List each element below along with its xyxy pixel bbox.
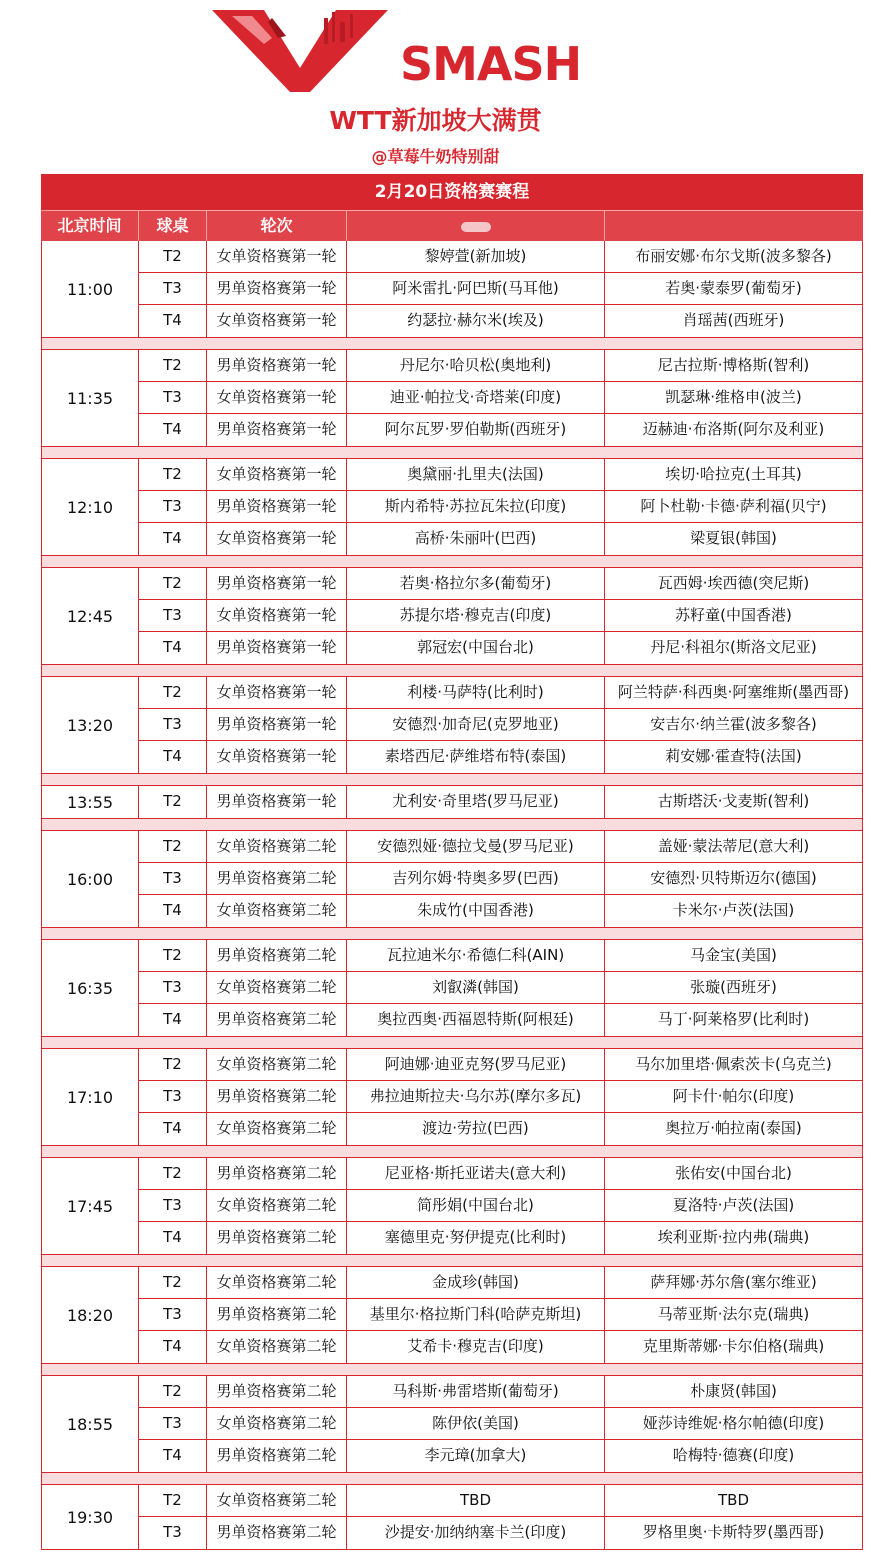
match-row xyxy=(139,863,862,895)
match-row xyxy=(139,972,862,1004)
table-number: T3 xyxy=(139,1408,207,1439)
match-row xyxy=(139,831,862,863)
author-handle: @草莓牛奶特别甜 xyxy=(371,147,500,166)
slot-time: 18:20 xyxy=(42,1267,139,1363)
time-slot-group xyxy=(41,1267,863,1364)
player-b: 苏籽童(中国香港) xyxy=(675,606,792,624)
group-separator xyxy=(41,665,863,677)
player-a: 沙提安·加纳纳塞卡兰(印度) xyxy=(347,1517,605,1549)
slot-time: 16:00 xyxy=(42,831,139,927)
header xyxy=(0,0,871,173)
player-b: 马蒂亚斯·法尔克(瑞典) xyxy=(657,1305,810,1323)
match-row xyxy=(139,741,862,773)
player-a: 安德烈娅·德拉戈曼(罗马尼亚) xyxy=(347,831,605,862)
table-number: T2 xyxy=(139,1267,207,1298)
match-round: 女单资格赛第一轮 xyxy=(207,677,347,708)
player-a: 尼亚格·斯托亚诺夫(意大利) xyxy=(347,1158,605,1189)
match-row xyxy=(139,459,862,491)
match-round: 女单资格赛第一轮 xyxy=(207,741,347,773)
table-number: T2 xyxy=(139,1485,207,1516)
table-number: T3 xyxy=(139,600,207,631)
slot-time: 11:00 xyxy=(42,241,139,337)
match-round: 女单资格赛第二轮 xyxy=(207,972,347,1003)
match-row xyxy=(139,677,862,709)
match-round: 女单资格赛第一轮 xyxy=(207,241,347,272)
time-slot-group xyxy=(41,459,863,556)
player-b: 马丁·阿莱格罗(比利时) xyxy=(657,1010,810,1028)
smash-wordmark: SMASH xyxy=(400,37,582,91)
player-b: 埃切·哈拉克(土耳其) xyxy=(665,465,802,483)
player-b: 马尔加里塔·佩索茨卡(乌克兰) xyxy=(635,1055,832,1073)
time-slot-group xyxy=(41,1049,863,1146)
table-number: T3 xyxy=(139,972,207,1003)
player-a: 李元璋(加拿大) xyxy=(347,1440,605,1472)
table-number: T4 xyxy=(139,1440,207,1472)
match-round: 女单资格赛第二轮 xyxy=(207,1113,347,1145)
wtt-v-skyline-logo-icon xyxy=(212,8,392,93)
time-slot-group xyxy=(41,677,863,774)
player-b: 哈梅特·德赛(印度) xyxy=(672,1446,795,1464)
match-round: 男单资格赛第二轮 xyxy=(207,1376,347,1407)
player-b: 安吉尔·纳兰霍(波多黎各) xyxy=(650,715,817,733)
table-number: T4 xyxy=(139,523,207,555)
column-blurred-label xyxy=(347,211,605,241)
table-number: T4 xyxy=(139,1222,207,1254)
player-b: 阿卡什·帕尔(印度) xyxy=(672,1087,795,1105)
table-number: T2 xyxy=(139,677,207,708)
match-row xyxy=(139,350,862,382)
group-separator xyxy=(41,1364,863,1376)
table-number: T2 xyxy=(139,1049,207,1080)
group-separator xyxy=(41,338,863,350)
player-b: 卡米尔·卢茨(法国) xyxy=(672,901,795,919)
match-row xyxy=(139,382,862,414)
match-row xyxy=(139,895,862,927)
match-round: 男单资格赛第二轮 xyxy=(207,1517,347,1549)
slot-time: 16:35 xyxy=(42,940,139,1036)
column-blank xyxy=(605,211,863,241)
match-row xyxy=(139,273,862,305)
group-separator xyxy=(41,774,863,786)
match-round: 男单资格赛第二轮 xyxy=(207,1081,347,1112)
player-b: 古斯塔沃·戈麦斯(智利) xyxy=(657,792,810,810)
schedule-title: 2月20日资格赛赛程 xyxy=(41,174,863,210)
table-number: T3 xyxy=(139,1081,207,1112)
match-row xyxy=(139,1440,862,1472)
match-round: 男单资格赛第二轮 xyxy=(207,1004,347,1036)
player-b: 布丽安娜·布尔戈斯(波多黎各) xyxy=(635,247,832,265)
match-round: 女单资格赛第二轮 xyxy=(207,1408,347,1439)
match-round: 男单资格赛第一轮 xyxy=(207,350,347,381)
player-a: 阿迪娜·迪亚克努(罗马尼亚) xyxy=(347,1049,605,1080)
table-number: T4 xyxy=(139,741,207,773)
match-round: 男单资格赛第一轮 xyxy=(207,414,347,446)
table-number: T2 xyxy=(139,831,207,862)
table-number: T3 xyxy=(139,491,207,522)
player-a: 苏提尔塔·穆克吉(印度) xyxy=(347,600,605,631)
player-a: 素塔西尼·萨维塔布特(泰国) xyxy=(347,741,605,773)
match-round: 女单资格赛第二轮 xyxy=(207,1267,347,1298)
player-b: 凯瑟琳·维格申(波兰) xyxy=(665,388,802,406)
table-number: T3 xyxy=(139,273,207,304)
player-a: 郭冠宏(中国台北) xyxy=(347,632,605,664)
match-round: 女单资格赛第一轮 xyxy=(207,523,347,555)
time-slot-group xyxy=(41,1485,863,1550)
time-slot-group xyxy=(41,940,863,1037)
table-number: T3 xyxy=(139,1299,207,1330)
match-round: 女单资格赛第一轮 xyxy=(207,382,347,413)
match-round: 女单资格赛第二轮 xyxy=(207,1331,347,1363)
table-number: T4 xyxy=(139,632,207,664)
match-round: 男单资格赛第二轮 xyxy=(207,1299,347,1330)
player-a: 简彤娟(中国台北) xyxy=(347,1190,605,1221)
player-b: 阿兰特萨·科西奥·阿塞维斯(墨西哥) xyxy=(617,683,850,701)
player-b: 马金宝(美国) xyxy=(690,946,777,964)
match-row xyxy=(139,1267,862,1299)
match-round: 男单资格赛第二轮 xyxy=(207,940,347,971)
column-header xyxy=(41,210,863,241)
player-a: 安德烈·加奇尼(克罗地亚) xyxy=(347,709,605,740)
table-number: T3 xyxy=(139,1517,207,1549)
table-number: T3 xyxy=(139,382,207,413)
player-b: 埃利亚斯·拉内弗(瑞典) xyxy=(657,1228,810,1246)
match-round: 男单资格赛第一轮 xyxy=(207,273,347,304)
player-b: 张璇(西班牙) xyxy=(690,978,777,996)
match-row xyxy=(139,414,862,446)
time-slot-group xyxy=(41,241,863,338)
match-round: 女单资格赛第一轮 xyxy=(207,459,347,490)
slot-time: 11:35 xyxy=(42,350,139,446)
slot-time: 17:45 xyxy=(42,1158,139,1254)
slot-time: 12:45 xyxy=(42,568,139,664)
match-round: 女单资格赛第二轮 xyxy=(207,1049,347,1080)
slot-time: 12:10 xyxy=(42,459,139,555)
group-separator xyxy=(41,819,863,831)
player-a: 阿米雷扎·阿巴斯(马耳他) xyxy=(347,273,605,304)
player-a: 迪亚·帕拉戈·奇塔莱(印度) xyxy=(347,382,605,413)
time-slot-group xyxy=(41,786,863,819)
player-a: 基里尔·格拉斯门科(哈萨克斯坦) xyxy=(347,1299,605,1330)
player-a: 刘叡潾(韩国) xyxy=(347,972,605,1003)
player-b: 若奥·蒙泰罗(葡萄牙) xyxy=(665,279,802,297)
match-row xyxy=(139,523,862,555)
table-number: T2 xyxy=(139,459,207,490)
player-b: 张佑安(中国台北) xyxy=(675,1164,792,1182)
player-b: 娅莎诗维妮·格尔帕德(印度) xyxy=(642,1414,825,1432)
slot-time: 17:10 xyxy=(42,1049,139,1145)
player-a: 金成珍(韩国) xyxy=(347,1267,605,1298)
match-row xyxy=(139,709,862,741)
table-number: T4 xyxy=(139,1331,207,1363)
group-separator xyxy=(41,1255,863,1267)
match-row xyxy=(139,1049,862,1081)
match-row xyxy=(139,1190,862,1222)
player-a: TBD xyxy=(347,1485,605,1516)
match-groups xyxy=(41,241,863,1550)
player-b: 夏洛特·卢茨(法国) xyxy=(672,1196,795,1214)
table-number: T3 xyxy=(139,709,207,740)
match-round: 男单资格赛第一轮 xyxy=(207,632,347,664)
match-round: 女单资格赛第二轮 xyxy=(207,1190,347,1221)
table-number: T4 xyxy=(139,305,207,337)
group-separator xyxy=(41,556,863,568)
match-row xyxy=(139,1517,862,1549)
player-b: 安德烈·贝特斯迈尔(德国) xyxy=(650,869,817,887)
match-row xyxy=(139,1485,862,1517)
time-slot-group xyxy=(41,1376,863,1473)
table-number: T2 xyxy=(139,940,207,971)
table-number: T2 xyxy=(139,241,207,272)
match-row xyxy=(139,1158,862,1190)
column-table: 球桌 xyxy=(139,211,207,241)
table-number: T4 xyxy=(139,1113,207,1145)
match-row xyxy=(139,1004,862,1036)
time-slot-group xyxy=(41,1158,863,1255)
match-row xyxy=(139,600,862,632)
match-row xyxy=(139,568,862,600)
player-b: 丹尼·科祖尔(斯洛文尼亚) xyxy=(650,638,817,656)
slot-time: 13:55 xyxy=(42,786,139,818)
player-a: 渡边·劳拉(巴西) xyxy=(347,1113,605,1145)
match-round: 女单资格赛第二轮 xyxy=(207,895,347,927)
player-b: 迈赫迪·布洛斯(阿尔及利亚) xyxy=(642,420,825,438)
match-row xyxy=(139,632,862,664)
player-a: 弗拉迪斯拉夫·乌尔苏(摩尔多瓦) xyxy=(347,1081,605,1112)
match-row xyxy=(139,940,862,972)
group-separator xyxy=(41,928,863,940)
match-row xyxy=(139,1299,862,1331)
match-row xyxy=(139,491,862,523)
player-a: 斯内希特·苏拉瓦朱拉(印度) xyxy=(347,491,605,522)
player-b: 克里斯蒂娜·卡尔伯格(瑞典) xyxy=(642,1337,825,1355)
group-separator xyxy=(41,1146,863,1158)
table-number: T2 xyxy=(139,568,207,599)
group-separator xyxy=(41,447,863,459)
schedule-table xyxy=(41,174,863,1550)
match-row xyxy=(139,1081,862,1113)
player-a: 陈伊依(美国) xyxy=(347,1408,605,1439)
group-separator xyxy=(41,1037,863,1049)
table-number: T4 xyxy=(139,895,207,927)
player-b: 奥拉万·帕拉南(泰国) xyxy=(665,1119,802,1137)
match-round: 女单资格赛第二轮 xyxy=(207,831,347,862)
match-row xyxy=(139,1408,862,1440)
player-a: 马科斯·弗雷塔斯(葡萄牙) xyxy=(347,1376,605,1407)
player-a: 阿尔瓦罗·罗伯勒斯(西班牙) xyxy=(347,414,605,446)
table-number: T4 xyxy=(139,414,207,446)
player-a: 瓦拉迪米尔·希德仁科(AIN) xyxy=(347,940,605,971)
player-b: TBD xyxy=(717,1491,749,1509)
player-b: 朴康贤(韩国) xyxy=(690,1382,777,1400)
player-a: 若奥·格拉尔多(葡萄牙) xyxy=(347,568,605,599)
player-a: 艾希卡·穆克吉(印度) xyxy=(347,1331,605,1363)
table-number: T3 xyxy=(139,863,207,894)
match-round: 男单资格赛第二轮 xyxy=(207,1158,347,1189)
table-number: T4 xyxy=(139,1004,207,1036)
match-round: 男单资格赛第一轮 xyxy=(207,568,347,599)
player-a: 约瑟拉·赫尔米(埃及) xyxy=(347,305,605,337)
player-a: 奥黛丽·扎里夫(法国) xyxy=(347,459,605,490)
player-b: 盖娅·蒙法蒂尼(意大利) xyxy=(657,837,810,855)
match-row xyxy=(139,786,862,818)
match-row xyxy=(139,1376,862,1408)
player-b: 萨拜娜·苏尔詹(塞尔维亚) xyxy=(650,1273,817,1291)
table-number: T2 xyxy=(139,350,207,381)
time-slot-group xyxy=(41,350,863,447)
match-row xyxy=(139,1113,862,1145)
time-slot-group xyxy=(41,831,863,928)
table-number: T2 xyxy=(139,1376,207,1407)
player-a: 高桥·朱丽叶(巴西) xyxy=(347,523,605,555)
match-row xyxy=(139,1331,862,1363)
match-round: 男单资格赛第一轮 xyxy=(207,491,347,522)
column-time: 北京时间 xyxy=(41,211,139,241)
match-round: 男单资格赛第一轮 xyxy=(207,709,347,740)
match-round: 女单资格赛第一轮 xyxy=(207,305,347,337)
column-round: 轮次 xyxy=(207,211,347,241)
match-row xyxy=(139,1222,862,1254)
table-number: T2 xyxy=(139,786,207,818)
player-a: 吉列尔姆·特奥多罗(巴西) xyxy=(347,863,605,894)
match-round: 男单资格赛第二轮 xyxy=(207,863,347,894)
player-b: 尼古拉斯·博格斯(智利) xyxy=(657,356,810,374)
player-b: 莉安娜·霍查特(法国) xyxy=(665,747,802,765)
match-row xyxy=(139,241,862,273)
time-slot-group xyxy=(41,568,863,665)
player-b: 肖瑶茜(西班牙) xyxy=(682,311,785,329)
table-number: T3 xyxy=(139,1190,207,1221)
player-a: 利楼·马萨特(比利时) xyxy=(347,677,605,708)
group-separator xyxy=(41,1473,863,1485)
slot-time: 13:20 xyxy=(42,677,139,773)
player-b: 罗格里奥·卡斯特罗(墨西哥) xyxy=(642,1523,825,1541)
player-a: 尤利安·奇里塔(罗马尼亚) xyxy=(347,786,605,818)
table-number: T2 xyxy=(139,1158,207,1189)
match-round: 女单资格赛第一轮 xyxy=(207,600,347,631)
slot-time: 19:30 xyxy=(42,1485,139,1549)
player-a: 奥拉西奥·西福恩特斯(阿根廷) xyxy=(347,1004,605,1036)
player-a: 塞德里克·努伊提克(比利时) xyxy=(347,1222,605,1254)
player-b: 阿卜杜勒·卡德·萨利福(贝宁) xyxy=(640,497,827,515)
match-round: 男单资格赛第二轮 xyxy=(207,1440,347,1472)
match-round: 男单资格赛第一轮 xyxy=(207,786,347,818)
match-round: 男单资格赛第二轮 xyxy=(207,1222,347,1254)
match-round: 女单资格赛第二轮 xyxy=(207,1485,347,1516)
player-b: 梁夏银(韩国) xyxy=(690,529,777,547)
player-a: 黎婷萱(新加坡) xyxy=(347,241,605,272)
match-row xyxy=(139,305,862,337)
player-b: 瓦西姆·埃西德(突尼斯) xyxy=(657,574,810,592)
player-a: 丹尼尔·哈贝松(奥地利) xyxy=(347,350,605,381)
slot-time: 18:55 xyxy=(42,1376,139,1472)
event-title: WTT新加坡大满贯 xyxy=(329,106,542,135)
player-a: 朱成竹(中国香港) xyxy=(347,895,605,927)
